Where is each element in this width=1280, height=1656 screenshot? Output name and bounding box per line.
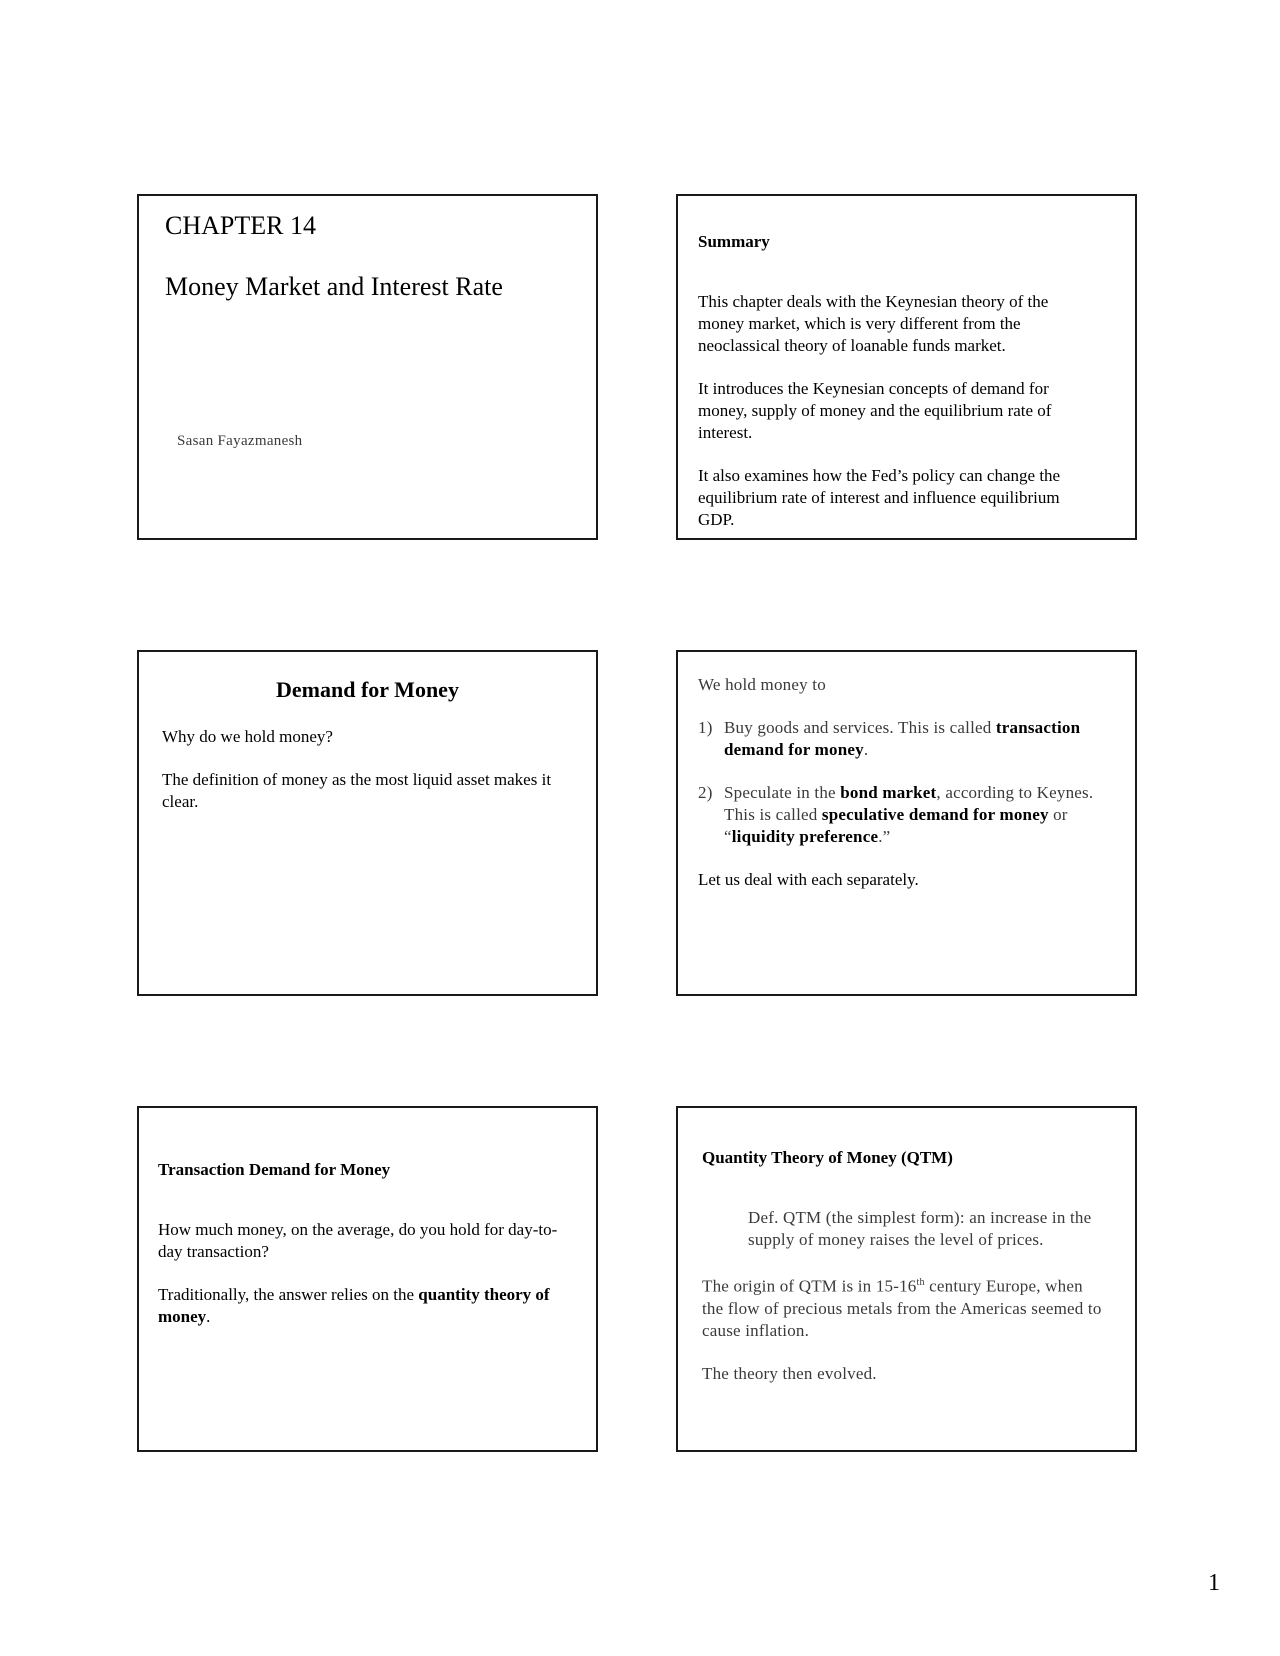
chapter-title: Money Market and Interest Rate	[165, 272, 503, 301]
page-number: 1	[1208, 1570, 1220, 1596]
slide-title	[137, 194, 598, 540]
question-text: How much money, on the average, do you hold for day-to-day transaction?	[158, 1220, 558, 1261]
closing-text: Let us deal with each separately.	[698, 870, 919, 889]
slide-body	[702, 1130, 1102, 1385]
intro-text: We hold money to	[698, 675, 826, 694]
definition-text: The definition of money as the most liquid asset makes it clear.	[162, 770, 552, 811]
summary-heading: Summary	[698, 232, 770, 251]
summary-paragraph-2: It introduces the Keynesian concepts of demand for money, supply of money and the equilibrium rate of interest.	[698, 379, 1052, 442]
origin-text: The origin of QTM is in 15-16th century Europe, when the flow of precious metals from the Americas seemed to cause inflation.	[702, 1276, 1102, 1340]
summary-paragraph-1: This chapter deals with the Keynesian theory of the money market, which is very different from the neoclassical theory of loanable funds market.	[698, 292, 1049, 355]
slide-heading: Transaction Demand for Money	[158, 1160, 391, 1179]
summary-content	[698, 214, 1098, 531]
list-number: 2)	[698, 783, 713, 802]
slide-demand-for-money	[137, 650, 598, 996]
slide-quantity-theory	[676, 1106, 1137, 1452]
slide-heading: Quantity Theory of Money (QTM)	[702, 1148, 953, 1167]
slide-reasons-to-hold-money	[676, 650, 1137, 996]
slide-body	[698, 674, 1108, 891]
slide-heading: Demand for Money	[276, 677, 459, 702]
list-number: 1)	[698, 718, 713, 737]
slide-body	[158, 1142, 558, 1328]
slide-summary	[676, 194, 1137, 540]
list-item	[698, 717, 1108, 761]
slide-transaction-demand	[137, 1106, 598, 1452]
author-name: Sasan Fayazmanesh	[177, 433, 303, 449]
list-text: Speculate in the bond market, according to Keynes. This is called speculative demand for money or “liquidity preference.”	[724, 783, 1094, 846]
list-item	[698, 782, 1108, 848]
answer-text: Traditionally, the answer relies on the quantity theory of money.	[158, 1285, 550, 1326]
list-text: Buy goods and services. This is called transaction demand for money.	[724, 718, 1081, 759]
slide-body	[162, 726, 562, 813]
closing-text: The theory then evolved.	[702, 1363, 877, 1383]
question-text: Why do we hold money?	[162, 727, 333, 746]
summary-paragraph-3: It also examines how the Fed’s policy can change the equilibrium rate of interest and influence equilibrium GDP.	[698, 466, 1061, 529]
chapter-label: CHAPTER 14	[165, 211, 316, 240]
definition-text: Def. QTM (the simplest form): an increase in the supply of money raises the level of prices.	[748, 1208, 1092, 1249]
